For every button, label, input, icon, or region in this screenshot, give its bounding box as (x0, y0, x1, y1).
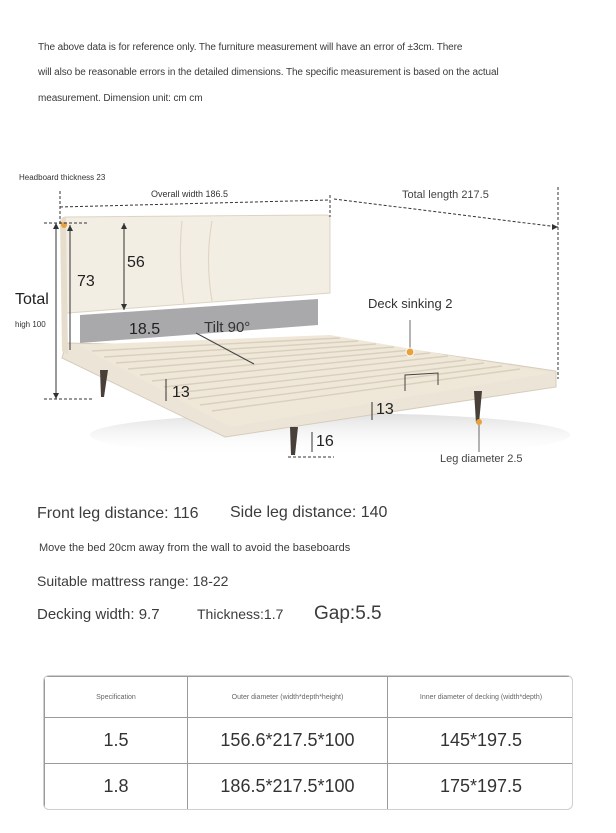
headboard (62, 215, 330, 313)
dimension-16: 16 (316, 433, 334, 450)
header-specification: Specification (45, 677, 188, 718)
table-row (45, 764, 574, 810)
bed-dimension-diagram (0, 165, 616, 465)
spec-table (44, 676, 573, 810)
size-spec-table (43, 675, 573, 810)
cell-outer-diameter: 156.6*217.5*100 (188, 718, 388, 764)
total-height-label: Total (15, 291, 49, 308)
deck-sinking-marker (406, 348, 414, 356)
dimension-13-right: 13 (376, 401, 394, 418)
side-leg-distance: Side leg distance: 140 (230, 504, 388, 521)
wall-distance-note: Move the bed 20cm away from the wall to avoid the baseboards (39, 542, 351, 554)
headboard-thickness-label: Headboard thickness 23 (19, 173, 106, 182)
cell-inner-diameter: 175*197.5 (388, 764, 574, 810)
tilt-label: Tilt 90° (204, 319, 251, 336)
cell-specification: 1.8 (45, 764, 188, 810)
note-line-2: will also be reasonable errors in the detailed dimensions. The specific measurement is based on the actual (38, 67, 499, 78)
bed-illustration (0, 165, 616, 465)
decking-thickness: Thickness:1.7 (197, 606, 284, 622)
dimension-56: 56 (127, 254, 145, 271)
cell-outer-diameter: 186.5*217.5*100 (188, 764, 388, 810)
dimension-18-5: 18.5 (129, 321, 161, 338)
overall-width-label: Overall width 186.5 (151, 189, 229, 199)
cell-specification: 1.5 (45, 718, 188, 764)
note-line-1: The above data is for reference only. The furniture measurement will have an error of ±3cm. There (38, 42, 463, 53)
deck-sinking-label: Deck sinking 2 (368, 296, 453, 311)
table-row (45, 718, 574, 764)
dimension-73: 73 (77, 273, 95, 290)
leg-diameter-label: Leg diameter 2.5 (440, 453, 523, 465)
header-outer-diameter: Outer diameter (width*depth*height) (188, 677, 388, 718)
total-length-label: Total length 217.5 (402, 189, 489, 201)
header-inner-diameter: Inner diameter of decking (width*depth) (388, 677, 574, 718)
high-label: high 100 (15, 320, 46, 329)
dimension-13-left: 13 (172, 384, 190, 401)
mattress-range: Suitable mattress range: 18-22 (37, 573, 229, 589)
bed-leg (100, 370, 108, 397)
leg-diameter-marker (476, 419, 482, 425)
table-header-row (45, 677, 574, 718)
decking-gap: Gap:5.5 (314, 603, 382, 624)
front-leg-distance: Front leg distance: 116 (37, 505, 199, 522)
note-line-3: measurement. Dimension unit: cm cm (38, 93, 203, 104)
decking-width: Decking width: 9.7 (37, 606, 160, 623)
cell-inner-diameter: 145*197.5 (388, 718, 574, 764)
